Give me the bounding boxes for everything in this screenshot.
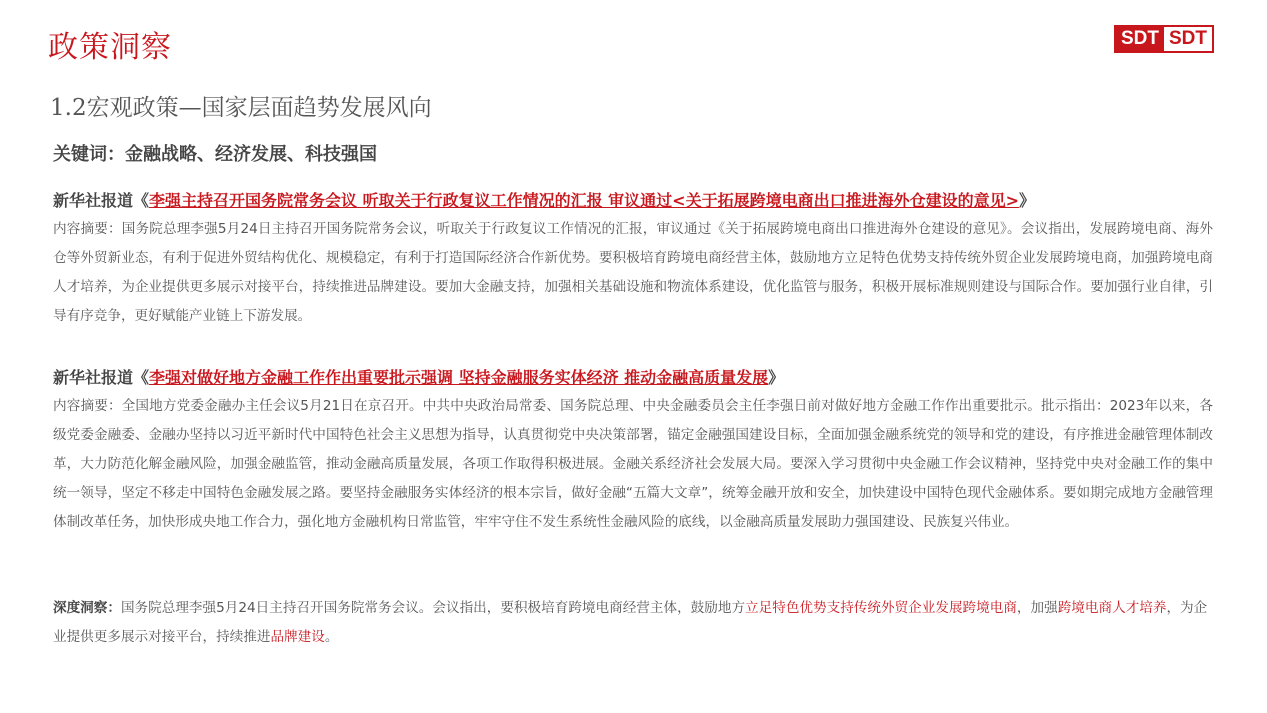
insight-label: 深度洞察： bbox=[53, 600, 121, 616]
logo-left-text: SDT bbox=[1116, 27, 1164, 51]
article-2 bbox=[53, 366, 1213, 537]
article-link[interactable]: 李强主持召开国务院常务会议 听取关于行政复议工作情况的汇报 审议通过<关于拓展跨境电商出口推进海外仓建设的意见> bbox=[149, 191, 1019, 210]
article-summary: 内容摘要：全国地方党委金融办主任会议5月21日在京召开。中共中央政治局常委、国务院总理、中央金融委员会主任李强日前对做好地方金融工作作出重要批示。批示指出：2023年以来，各级党委金融委、金融办坚持以习近平新时代中国特色社会主义思想为指导，认真贯彻党中央决策部署，锚定金融强国建设目标，全面加强金融系统党的领导和党的建设，有序推进金融管理体制改革，大力防范化解金融风险，加强金融监管，推动金融高质量发展，各项工作取得积极进展。金融关系经济社会发展大局。要深入学习贯彻中央金融工作会议精神，坚持党中央对金融工作的集中统一领导，坚定不移走中国特色金融发展之路。要坚持金融服务实体经济的根本宗旨，做好金融“五篇大文章”，统筹金融开放和安全，加快建设中国特色现代金融体系。要如期完成地方金融管理体制改革任务，加快形成央地工作合力，强化地方金融机构日常监管，牢牢守住不发生系统性金融风险的底线，以金融高质量发展助力强国建设、民族复兴伟业。 bbox=[53, 398, 1213, 530]
deep-insight bbox=[53, 594, 1213, 652]
article-source-suffix: 》 bbox=[768, 368, 785, 387]
logo-right-text: SDT bbox=[1164, 27, 1212, 51]
section-heading: 1.2宏观政策—国家层面趋势发展风向 bbox=[50, 95, 432, 121]
article-link[interactable]: 李强对做好地方金融工作作出重要批示强调 坚持金融服务实体经济 推动金融高质量发展 bbox=[149, 368, 769, 387]
sdt-logo bbox=[1114, 25, 1214, 53]
insight-text: 。 bbox=[324, 629, 339, 645]
article-source-suffix: 》 bbox=[1018, 191, 1035, 210]
insight-text: 国务院总理李强5月24日主持召开国务院常务会议。会议指出，要积极培育跨境电商经营主体，鼓励地方 bbox=[120, 600, 746, 616]
page-title: 政策洞察 bbox=[48, 30, 172, 65]
insight-text: ，加强 bbox=[1016, 600, 1058, 616]
insight-highlight: 立足特色优势支持传统外贸企业发展跨境电商 bbox=[745, 600, 1017, 616]
insight-text: ，为企业提供更多展示对接平台，持续推进 bbox=[53, 600, 1208, 645]
article-1 bbox=[53, 189, 1213, 331]
keywords-line: 关键词：金融战略、经济发展、科技强国 bbox=[53, 144, 377, 165]
article-summary: 内容摘要：国务院总理李强5月24日主持召开国务院常务会议，听取关于行政复议工作情况的汇报，审议通过《关于拓展跨境电商出口推进海外仓建设的意见》。会议指出，发展跨境电商、海外仓等外贸新业态，有利于促进外贸结构优化、规模稳定，有利于打造国际经济合作新优势。要积极培育跨境电商经营主体，鼓励地方立足特色优势支持传统外贸企业发展跨境电商，加强跨境电商人才培养，为企业提供更多展示对接平台，持续推进品牌建设。要加大金融支持，加强相关基础设施和物流体系建设，优化监管与服务，积极开展标准规则建设与国际合作。要加强行业自律，引导有序竞争，更好赋能产业链上下游发展。 bbox=[53, 221, 1213, 324]
article-source-prefix: 新华社报道《 bbox=[53, 368, 150, 387]
insight-highlight: 跨境电商人才培养 bbox=[1057, 600, 1167, 616]
article-source-prefix: 新华社报道《 bbox=[53, 191, 150, 210]
article-title bbox=[53, 366, 1213, 390]
insight-highlight: 品牌建设 bbox=[270, 629, 325, 645]
article-title bbox=[53, 189, 1213, 213]
